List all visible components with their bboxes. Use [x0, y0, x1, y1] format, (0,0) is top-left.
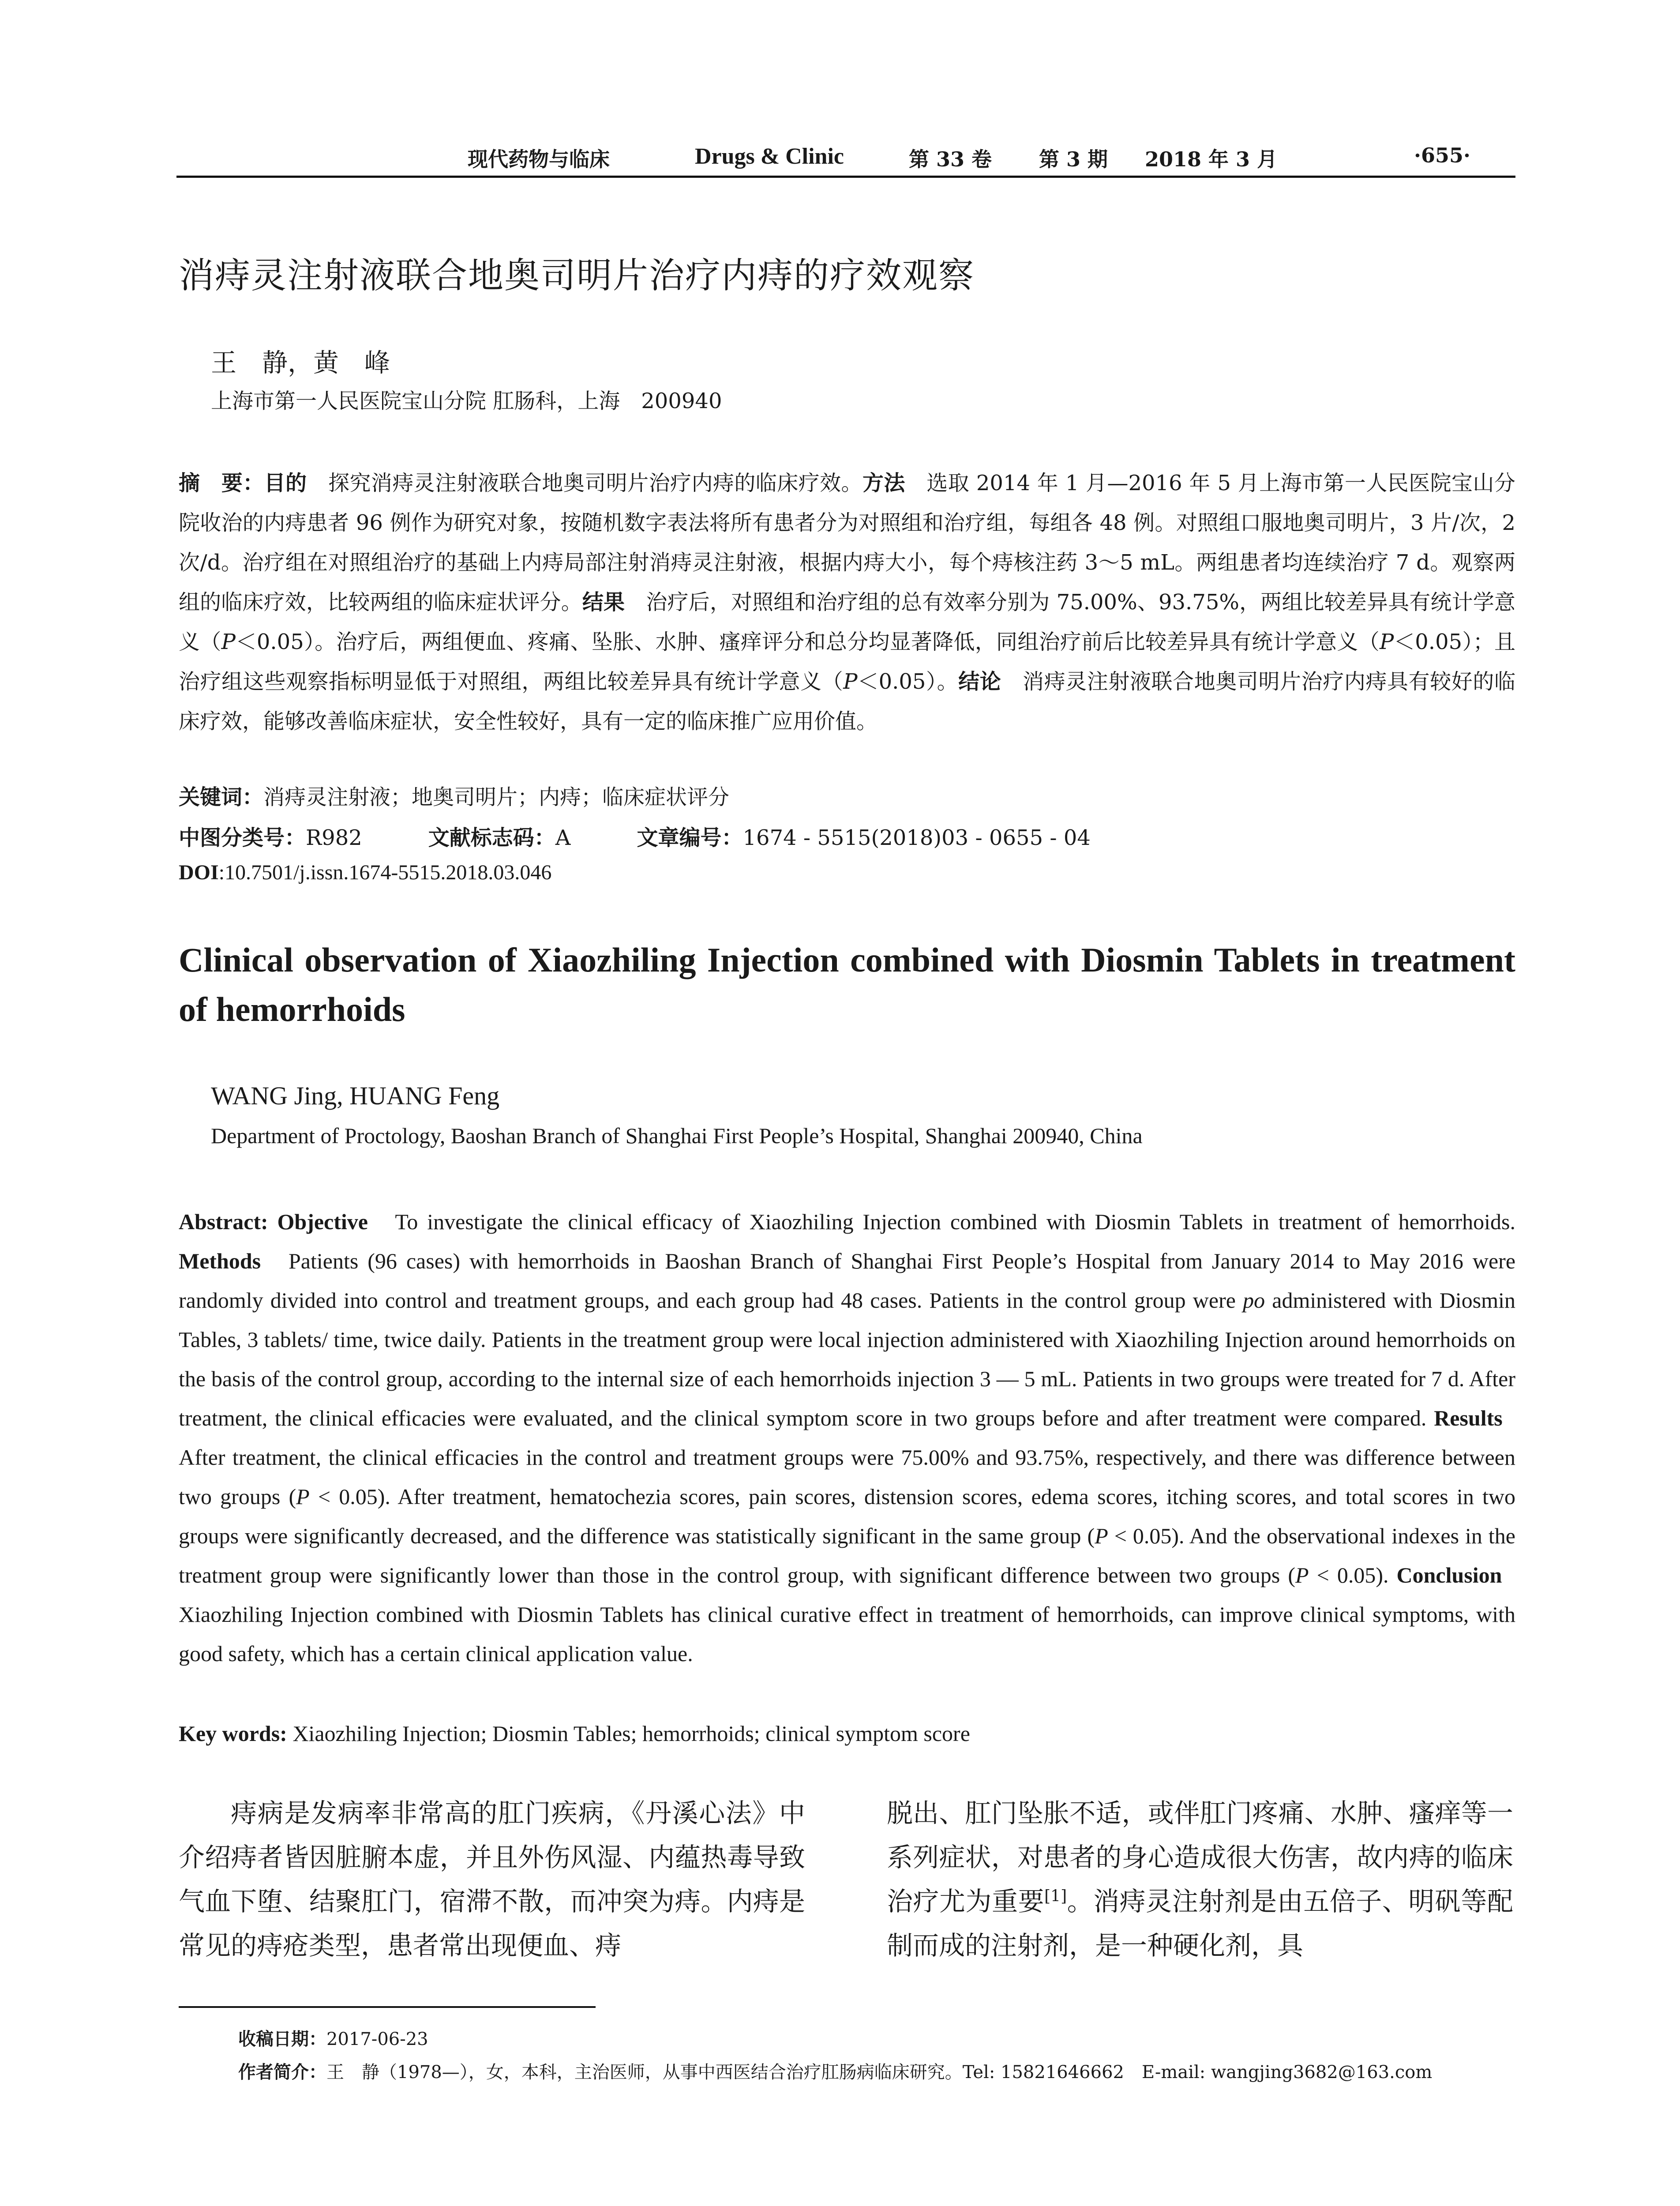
methods-text-en: administered with Diosmin Tables, 3 tablets/ time, twice daily. Patients in the treatment group were local injection administered with Xiaozhiling Injection around hemorrhoids on the basis of the control group, according to the internal size of each hemorrhoids injection 3 — 5 mL. Patients in two groups were treated for 7 d. After treatment, the clinical efficacies were evaluated, and the clinical symptom score in two groups before and after treatment were compared.: [179, 1288, 1515, 1430]
p-value-symbol: P: [1295, 1563, 1309, 1587]
po-abbrev: po: [1243, 1288, 1265, 1313]
body-text: 。消痔灵注射剂是由五倍子、明矾等配制而成的注射剂，是一种硬化剂，具: [887, 1886, 1513, 1961]
issue: 第 3 期: [1039, 147, 1108, 171]
article-title-en: Clinical observation of Xiaozhiling Injection combined with Diosmin Tablets in treatment of hemorrhoids: [179, 941, 1515, 1028]
journal-name-zh: 现代药物与临床: [468, 147, 610, 171]
results-text-en: < 0.05). After treatment, hematochezia scores, pain scores, distension scores, edema scores, itching scores, and total scores in two groups were significantly decreased, and the difference was statistically significant in the same group (: [179, 1484, 1515, 1548]
conclusion-label: 结论: [958, 669, 1001, 694]
running-header: [176, 143, 1515, 174]
keywords-label-en: Key words:: [179, 1721, 287, 1746]
abstract-label: 摘 要：: [179, 471, 264, 495]
results-text-en: < 0.05). And the observational indexes in the treatment group were significantly lower than those in the control group, with significant difference between two groups (: [179, 1523, 1516, 1587]
results-text: ＜0.05）。: [857, 669, 959, 694]
doi-text: :10.7501/j.issn.1674-5515.2018.03.046: [218, 861, 552, 884]
conclusion-text: 消痔灵注射液联合地奥司明片治疗内痔具有较好的临床疗效，能够改善临床症状，安全性较好，具有一定的临床推广应用价值。: [179, 669, 1515, 734]
abstract-zh: [179, 463, 1515, 741]
methods-text: 选取 2014 年 1 月—2016 年 5 月上海市第一人民医院宝山分院收治的内痔患者 96 例作为研究对象，按随机数字表法将所有患者分为对照组和治疗组，每组各 48 例。对照组口服地奥司明片，3 片/次，2 次/d。治疗组在对照组治疗的基础上内痔局部注射消痔灵注射液，根据内痔大小，每个痔核注药 3～5 mL。两组患者均连续治疗 7 d。观察两组的临床疗效，比较两组的临床症状评分。: [179, 471, 1515, 615]
p-value-symbol: P: [221, 630, 236, 654]
p-value-symbol: P: [843, 669, 858, 694]
results-text: 治疗后，对照组和治疗组的总有效率分别为 75.00%、93.75%，两组比较差异具有统计学意义（: [179, 590, 1515, 654]
conclusion-text-en: Xiaozhiling Injection combined with Diosmin Tablets has clinical curative effect in treatment of hemorrhoids, can improve clinical symptoms, with good safety, which has a certain clinical application value.: [179, 1602, 1515, 1666]
doi-line: [179, 860, 551, 885]
results-text-en: After treatment, the clinical efficacies in the control and treatment groups were 75.00% and 93.75%, respectively, and there was difference between two groups (: [179, 1445, 1515, 1509]
footnote-received: [238, 2025, 428, 2050]
p-value-symbol: P: [296, 1484, 310, 1509]
objective-text-en: To investigate the clinical efficacy of Xiaozhiling Injection combined with Diosmin Tablets in treatment of hemorrhoids.: [395, 1209, 1515, 1234]
body-column-left: 痔病是发病率非常高的肛门疾病，《丹溪心法》中介绍痔者皆因脏腑本虚，并且外伤风湿、内蕴热毒导致气血下堕、结聚肛门，宿滞不散，而冲突为痔。内痔是常见的痔疮类型，患者常出现便血、痔: [179, 1798, 805, 1961]
results-label-en: Results: [1434, 1406, 1503, 1430]
clc-code: R982: [306, 825, 362, 850]
doc-code: A: [555, 825, 571, 850]
keywords-zh: [179, 780, 729, 810]
methods-label-en: Methods: [179, 1249, 261, 1273]
clc-label: 中图分类号：: [179, 825, 306, 850]
conclusion-label-en: Conclusion: [1396, 1563, 1502, 1587]
page-number: ·655·: [1414, 143, 1471, 167]
footnote-author: [238, 2058, 1432, 2083]
received-label: 收稿日期：: [238, 2029, 326, 2049]
results-label: 结果: [582, 590, 625, 615]
article-number: 1674 - 5515(2018)03 - 0655 - 04: [742, 825, 1091, 850]
article-number-label: 文章编号：: [637, 825, 743, 850]
article-title-zh: 消痔灵注射液联合地奥司明片治疗内痔的疗效观察: [179, 255, 975, 296]
header-rule: [176, 176, 1515, 178]
author-bio: 王 静（1978—），女，本科，主治医师，从事中西医结合治疗肛肠病临床研究。Tel: 15821646662 E-mail: wangjing3682@163.com: [326, 2062, 1432, 2082]
doc-code-label: 文献标志码：: [428, 825, 555, 850]
methods-text-en: Patients (96 cases) with hemorrhoids in Baoshan Branch of Shanghai First People’s Hospital from January 2014 to May 2016 were randomly divided into control and treatment groups, and each group had 48 cases. Patients in the control group were: [179, 1249, 1516, 1313]
body-column-right: [887, 1791, 1513, 1968]
results-text: ＜0.05）。治疗后，两组便血、疼痛、坠胀、水肿、瘙痒评分和总分均显著降低，同组治疗前后比较差异具有统计学意义（: [235, 630, 1380, 654]
classification-line: [179, 821, 1091, 851]
keywords-text: 消痔灵注射液；地奥司明片；内痔；临床症状评分: [263, 785, 730, 810]
results-text: ＜0.05）；且治疗组这些观察指标明显低于对照组，两组比较差异具有统计学意义（: [179, 630, 1515, 694]
affiliation-en: Department of Proctology, Baoshan Branch of Shanghai First People’s Hospital, Shanghai 200940, China: [211, 1123, 1143, 1148]
journal-name-en: Drugs & Clinic: [695, 144, 844, 169]
keywords-label: 关键词：: [179, 785, 264, 810]
abstract-en: [179, 1202, 1515, 1673]
p-value-symbol: P: [1379, 630, 1394, 654]
results-text-en: < 0.05).: [1309, 1563, 1389, 1587]
issue-date: 2018 年 3 月: [1145, 147, 1278, 171]
volume: 第 33 卷: [909, 147, 992, 171]
keywords-text-en: Xiaozhiling Injection; Diosmin Tables; hemorrhoids; clinical symptom score: [292, 1721, 970, 1746]
methods-label: 方法: [862, 471, 905, 495]
doi-label: DOI: [179, 861, 219, 884]
p-value-symbol: P: [1095, 1523, 1108, 1548]
objective-label: 目的: [264, 471, 307, 495]
objective-text: 探究消痔灵注射液联合地奥司明片治疗内痔的临床疗效。: [328, 471, 862, 495]
footnote-rule: [179, 2006, 596, 2008]
body-text: 脱出、肛门坠胀不适，或伴肛门疼痛、水肿、瘙痒等一系列症状，对患者的身心造成很大伤害，故内痔的临床治疗尤为重要: [887, 1798, 1513, 1917]
affiliation-zh: 上海市第一人民医院宝山分院 肛肠科，上海 200940: [211, 389, 722, 413]
received-date: 2017-06-23: [326, 2029, 428, 2049]
author-bio-label: 作者简介：: [238, 2062, 326, 2082]
reference-citation[interactable]: [1]: [1044, 1887, 1067, 1906]
authors-en: WANG Jing, HUANG Feng: [211, 1081, 500, 1110]
abstract-objective-label: Abstract: Objective: [179, 1209, 368, 1234]
authors-zh: 王 静，黄 峰: [211, 348, 390, 378]
keywords-en: [179, 1721, 970, 1746]
